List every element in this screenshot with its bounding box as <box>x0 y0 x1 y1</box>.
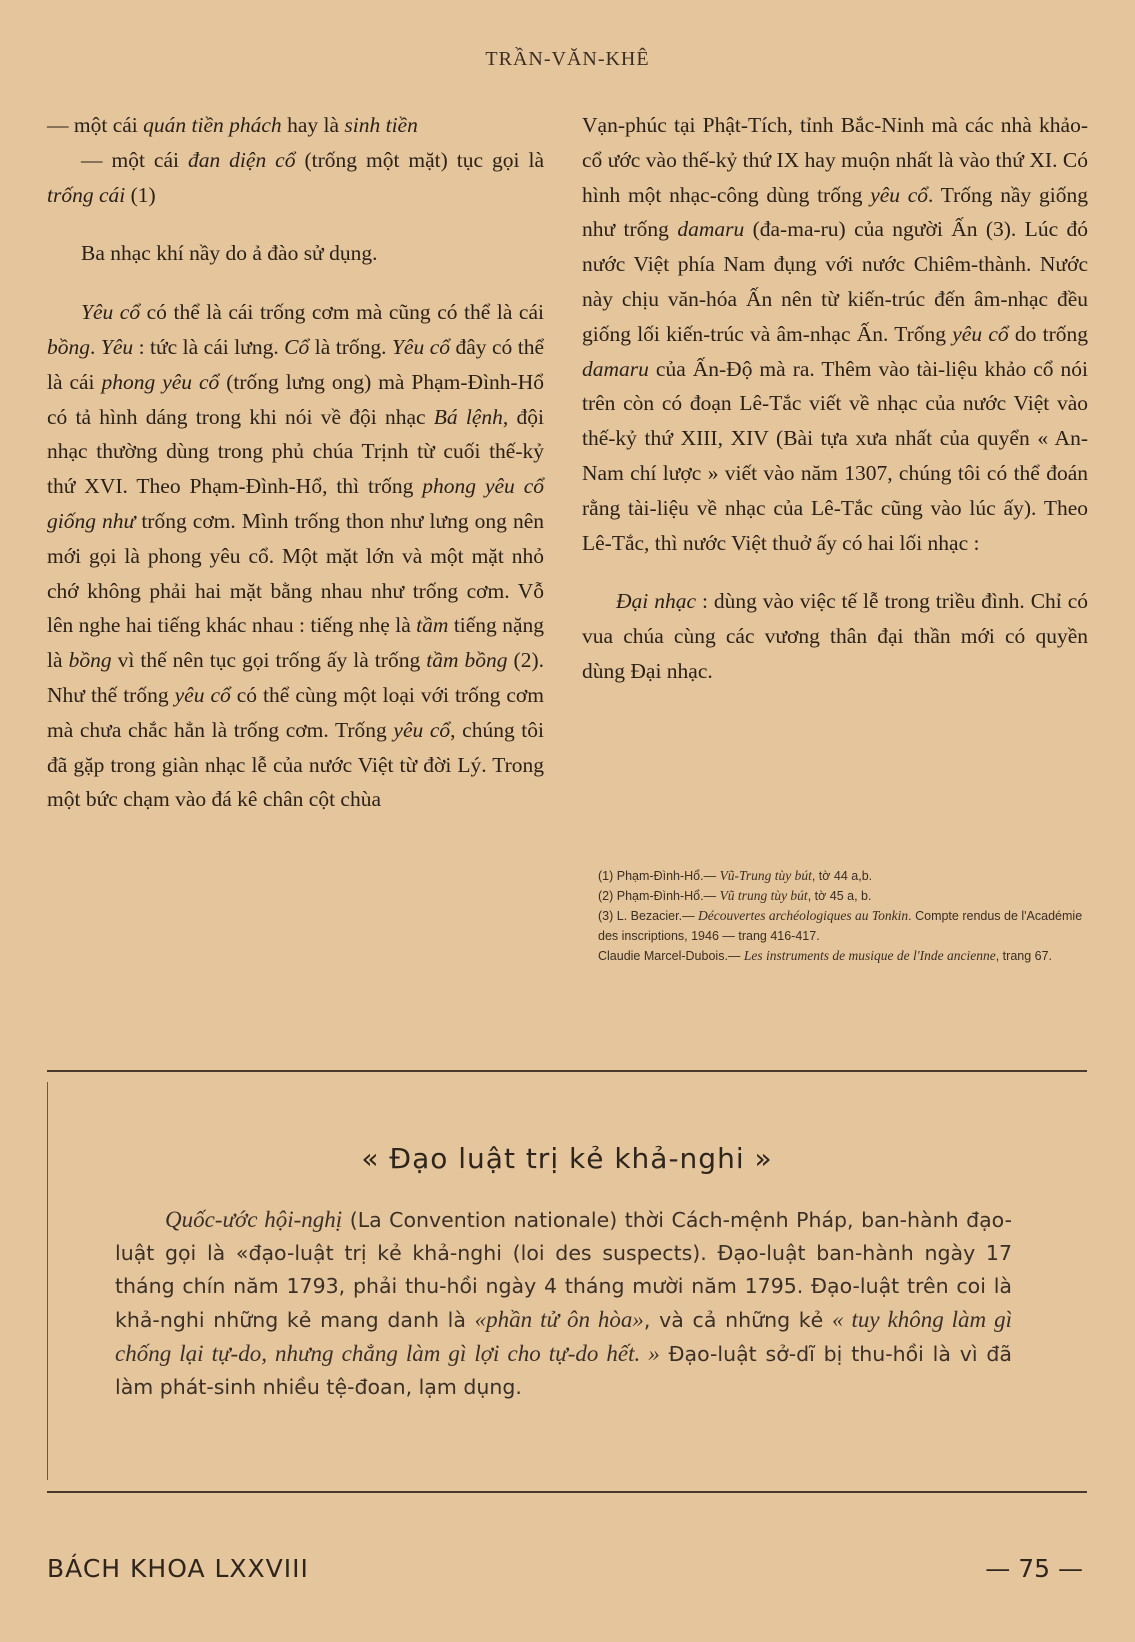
footnote: (1) Phạm-Đình-Hổ.— Vũ-Trung tùy bút, tờ 44 a,b. <box>598 868 873 883</box>
body-paragraph: Vạn-phúc tại Phật-Tích, tỉnh Bắc-Ninh mà các nhà khảo-cổ ước vào thế-kỷ thứ IX hay muộn nhất là vào thứ XI. Có hình một nhạc-công dùng trống yêu cổ. Trống nầy giống như trống damaru (đa-ma-ru) của người Ấn (3). Lúc đó nước Việt phía Nam đụng với nước Chiêm-thành. Nước này chịu văn-hóa Ấn nên từ kiến-trúc đến âm-nhạc đều giống lối kiến-trúc và âm-nhạc Ấn. Trống yêu cổ do trống damaru của Ấn-Độ mà ra. Thêm vào tài-liệu khảo cổ nói trên còn có đoạn Lê-Tắc viết về nhạc của nước Việt vào thế-kỷ thứ XIII, XIV (Bài tựa xưa nhất của quyển « An-Nam chí lược » viết vào năm 1307, chúng tôi có thể đoán rằng tài-liệu về nhạc của Lê-Tắc cũng vào lúc ấy). Theo Lê-Tắc, thì nước Việt thuở ấy có hai lối nhạc : <box>582 113 1088 555</box>
body-paragraph: — một cái quán tiền phách hay là sinh tiền <box>47 113 418 137</box>
box-top-rule <box>47 1070 1087 1072</box>
body-paragraph: — một cái đan diện cổ (trống một mặt) tục gọi là trống cái (1) <box>47 147 545 207</box>
magazine-issue-label: BÁCH KHOA LXXVIII <box>47 1554 309 1583</box>
body-paragraph: Yêu cổ có thể là cái trống cơm mà cũng có thể là cái bồng. Yêu : tức là cái lưng. Cổ là trống. Yêu cổ đây có thể là cái phong yêu cổ (trống lưng ong) mà Phạm-Đình-Hổ có tả hình dáng trong khi nói về đội nhạc Bá lệnh, đội nhạc thường dùng trong phủ chúa Trịnh từ cuối thế-kỷ thứ XVI. Theo Phạm-Đình-Hổ, thì trống phong yêu cổ giống như trống cơm. Mình trống thon như lưng ong nên mới gọi là phong yêu cổ. Một mặt lớn và một mặt nhỏ chớ không phải hai mặt bằng nhau như trống cơm. Vỗ lên nghe hai tiếng khác nhau : tiếng nhẹ là tầm tiếng nặng là bồng vì thế nên tục gọi trống ấy là trống tầm bồng (2). Như thế trống yêu cổ có thể cùng một loại với trống cơm mà chưa chắc hẳn là trống cơm. Trống yêu cổ, chúng tôi đã gặp trong giàn nhạc lễ của nước Việt từ đời Lý. Trong một bức chạm vào đá kê chân cột chùa <box>47 300 545 812</box>
box-title: « Đạo luật trị kẻ khả-nghi » <box>361 1142 773 1175</box>
footnote: (3) L. Bezacier.— Découvertes archéologiques au Tonkin. Compte rendus de l'Académie des inscriptions, 1946 — trang 416-417. <box>598 908 1083 943</box>
footnotes <box>582 866 1088 966</box>
right-column <box>582 108 1088 689</box>
body-paragraph: Ba nhạc khí nầy do ả đào sử dụng. <box>81 241 378 266</box>
page-number: — 75 — <box>985 1554 1083 1583</box>
box-paragraph: Quốc-ước hội-nghị (La Convention nationale) thời Cách-mệnh Pháp, ban-hành đạo-luật gọi là «đạo-luật trị kẻ khả-nghi (loi des suspects). Đạo-luật ban-hành ngày 17 tháng chín năm 1793, phải thu-hồi ngày 4 tháng mười năm 1795. Đạo-luật trên coi là khả-nghi những kẻ mang danh là «phần tử ôn hòa», và cả những kẻ « tuy không làm gì chống lại tự-do, nhưng chẳng làm gì lợi cho tự-do hết. » Đạo-luật sở-dĩ bị thu-hồi là vì đã làm phát-sinh nhiều tệ-đoan, lạm dụng. <box>115 1207 1013 1399</box>
footnote: (2) Phạm-Đình-Hổ.— Vũ trung tùy bút, tờ 45 a, b. <box>598 888 872 903</box>
box-bottom-rule <box>47 1491 1087 1493</box>
left-column <box>47 108 544 817</box>
running-head-author: TRẦN-VĂN-KHÊ <box>485 48 650 70</box>
footnote: Claudie Marcel-Dubois.— Les instruments de musique de l'Inde ancienne, trang 67. <box>598 948 1053 963</box>
body-paragraph: Đại nhạc : dùng vào việc tế lễ trong triều đình. Chỉ có vua chúa cùng các vương thân đại thần mới có quyền dùng Đại nhạc. <box>582 589 1088 683</box>
box-body <box>115 1203 1012 1404</box>
